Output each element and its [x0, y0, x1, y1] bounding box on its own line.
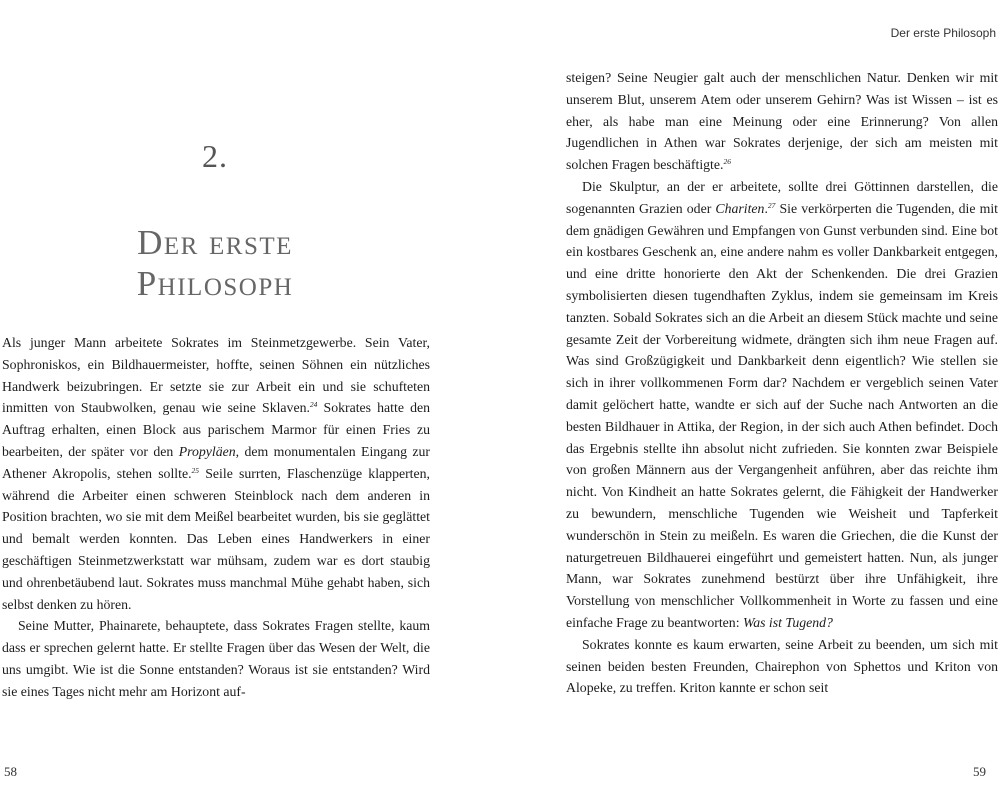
footnote-ref-25[interactable]: 25 [191, 465, 200, 475]
paragraph: Die Skulptur, an der er arbeitete, sollte drei Göttinnen darstellen, die sogenannten Grazien oder Chariten.$^{27}$ Sie verkörperten die Tugenden, die mit dem gnädigen Gewähren und Empfangen von Gunst verbunden sind. Eine bot ein kostbares Geschenk an, eine andere nahm es voller Dankbarkeit entgegen, und eine dritte honorierte den Akt der Schenkenden. Die drei Grazien symbolisierten diesen tugendhaften Zyklus, indem sie gemeinsam im Kreis tanzten. Sobald Sokrates sich an die Arbeit an diesem Stück machte und seine gesamte Zeit der Vorbereitung widmete, drängten sich ihm neue Fragen auf. Was sind Großzügigkeit und Dankbarkeit denn eigentlich? Wie stellen sie sich in ihrer vollkommenen Form dar? Nachdem er vergeblich seinen Vater damit gelöchert hatte, wandte er sich auf der Suche nach Antworten an die besten Bildhauer in Attika, der Region, in der sich auch Athen befindet. Doch das Ergebnis stellte ihn absolut nicht zufrieden. Sie konnten zwar Beispiele von großen Männern aus der Vergangenheit anführen, aber das reichte ihm nicht. Von Kindheit an hatte Sokrates gelernt, die Fähigkeit der Handwerker zu bewundern, menschliche Tugenden wie Weisheit und Tapferkeit wunderschön in Stein zu meißeln. Es waren die Griechen, die die Kunst der naturgetreuen Bildhauerei eingeführt und gemeistert hatten. Nun, als junger Mann, war Sokrates zunehmend bestürzt über ihre Unfähigkeit, ihre Vorstellung von menschlicher Vollkommenheit in Worte zu fassen und eine einfache Frage zu beantworten: Was ist Tugend? [566, 178, 998, 630]
right-page [500, 0, 1000, 800]
paragraph: Seine Mutter, Phainarete, behauptete, dass Sokrates Fragen stellte, kaum dass er sprechen gelernt hatte. Er stellte Fragen über das Wesen der Welt, die uns umgibt. Wie ist die Sonne entstanden? Woraus ist sie entstanden? Wird sie eines Tages nicht mehr am Horizont auf- [2, 618, 430, 699]
emphasis-propylaeen: Propyläen [178, 443, 236, 459]
paragraph: steigen? Seine Neugier galt auch der menschlichen Natur. Denken wir mit unserem Blut, unserem Atem oder unserem Gehirn? Was ist Wissen – ist es eher, als habe man eine Meinung oder eine Erinnerung? Von allen Jugendlichen in Athen war Sokrates derjenige, der sich am meisten mit solchen Fragen beschäftigte.$^{26}$ [566, 70, 998, 173]
chapter-title-line-1: Der erste [137, 223, 293, 262]
chapter-title [0, 222, 430, 304]
emphasis-question: Was ist Tugend? [742, 614, 833, 630]
footnote-ref-24[interactable]: 24 [309, 400, 318, 410]
chapter-title-line-2: Philosoph [136, 264, 294, 303]
page-number-left: 58 [4, 764, 17, 779]
left-body-text [2, 332, 430, 703]
right-body-text [566, 67, 998, 699]
footnote-ref-27[interactable]: 27 [767, 200, 776, 210]
page-number-right: 59 [973, 764, 986, 779]
paragraph: Sokrates konnte es kaum erwarten, seine Arbeit zu beenden, um sich mit seinen beiden besten Freunden, Chairephon von Sphettos und Kriton von Alopeke, zu treffen. Kriton kannte er schon seit [566, 636, 998, 696]
running-head: Der erste Philosoph [890, 26, 996, 40]
chapter-number: 2. [202, 138, 228, 174]
paragraph: Als junger Mann arbeitete Sokrates im Steinmetzgewerbe. Sein Vater, Sophroniskos, ein Bildhauermeister, hoffte, seinen Söhnen ein nützliches Handwerk beizubringen. Er setzte sie zur Arbeit ein und sie schufteten inmitten von Staubwolken, genau wie seine Sklaven.$^{24}$ Sokrates hatte den Auftrag erhalten, einen Block aus parischem Marmor für einen Fries zu bearbeiten, der später vor den Propyläen, dem monumentalen Eingang zur Athener Akropolis, stehen sollte.$^{25}$ Seile surrten, Flaschenzüge klapperten, während die Arbeiter einen schweren Steinblock nach dem anderen in Position brachten, wo sie mit dem Meißel bearbeitet wurden, bis sie geglättet und bemalt werden konnten. Das Leben eines Handwerkers in einer geschäftigen Steinmetzwerkstatt war mühsam, zudem war es dort staubig und ohrenbetäubend laut. Sokrates muss manchmal Mühe gehabt haben, sich selbst denken zu hören. [2, 335, 430, 612]
footnote-ref-26[interactable]: 26 [723, 157, 731, 167]
emphasis-chariten: Chariten [715, 200, 765, 216]
